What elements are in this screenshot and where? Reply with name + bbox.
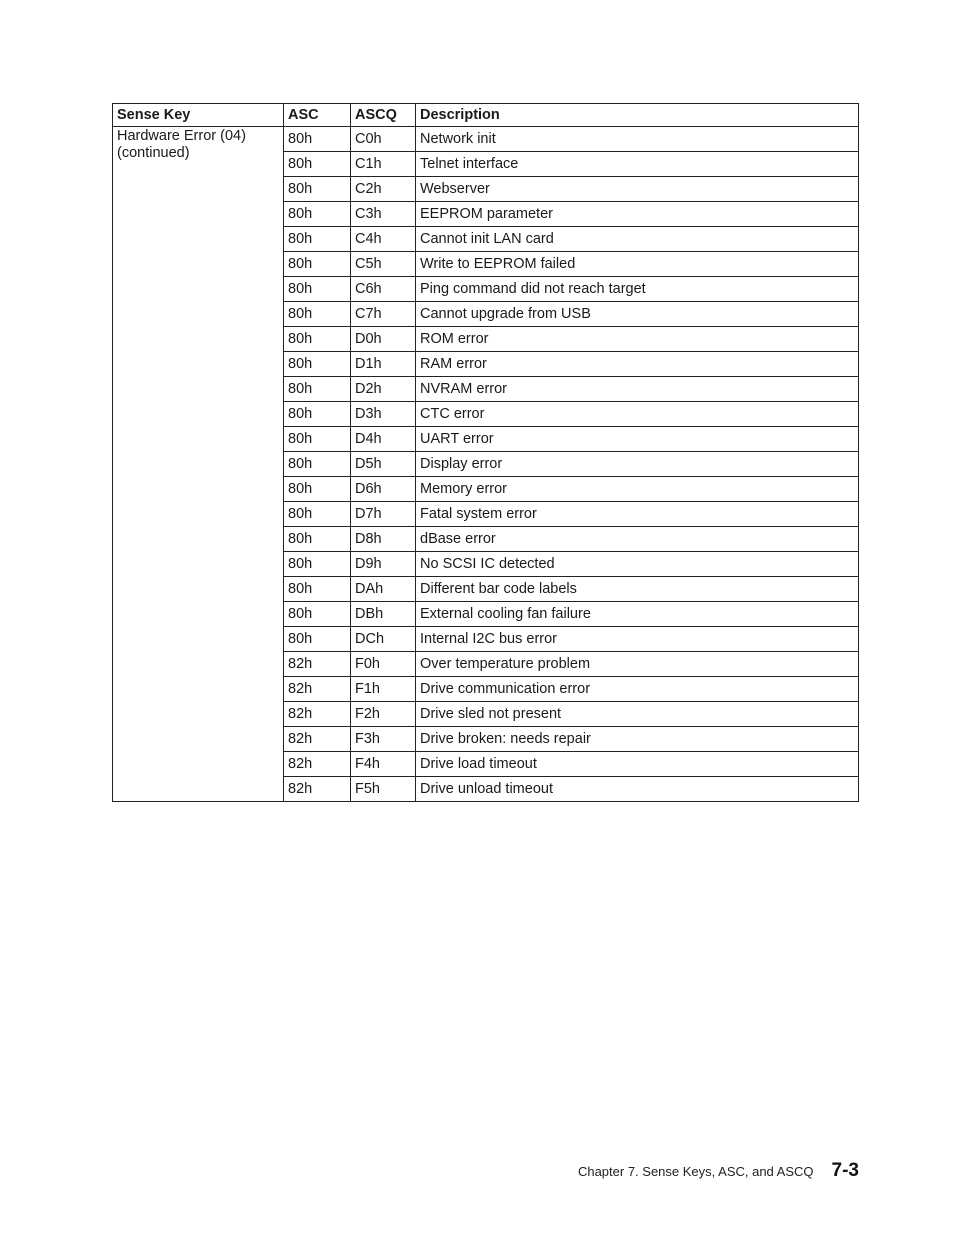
ascq-cell: D4h	[351, 427, 416, 452]
ascq-cell: D6h	[351, 477, 416, 502]
description-cell: Over temperature problem	[416, 652, 859, 677]
ascq-cell: C3h	[351, 202, 416, 227]
asc-cell: 80h	[284, 277, 351, 302]
asc-cell: 82h	[284, 652, 351, 677]
description-cell: Different bar code labels	[416, 577, 859, 602]
description-cell: RAM error	[416, 352, 859, 377]
description-cell: Display error	[416, 452, 859, 477]
ascq-cell: D7h	[351, 502, 416, 527]
ascq-cell: F4h	[351, 752, 416, 777]
ascq-cell: C7h	[351, 302, 416, 327]
table-row	[113, 127, 859, 152]
asc-cell: 80h	[284, 252, 351, 277]
ascq-cell: F1h	[351, 677, 416, 702]
asc-cell: 80h	[284, 527, 351, 552]
asc-cell: 80h	[284, 552, 351, 577]
ascq-cell: C0h	[351, 127, 416, 152]
header-sense-key: Sense Key	[113, 104, 284, 127]
header-description: Description	[416, 104, 859, 127]
asc-cell: 82h	[284, 777, 351, 802]
ascq-cell: DAh	[351, 577, 416, 602]
table-body	[113, 127, 859, 802]
table-header-row	[113, 104, 859, 127]
asc-cell: 82h	[284, 727, 351, 752]
description-cell: Telnet interface	[416, 152, 859, 177]
ascq-cell: D1h	[351, 352, 416, 377]
asc-cell: 80h	[284, 177, 351, 202]
ascq-cell: D2h	[351, 377, 416, 402]
description-cell: Write to EEPROM failed	[416, 252, 859, 277]
ascq-cell: C2h	[351, 177, 416, 202]
description-cell: Memory error	[416, 477, 859, 502]
description-cell: Network init	[416, 127, 859, 152]
asc-cell: 82h	[284, 752, 351, 777]
asc-cell: 80h	[284, 627, 351, 652]
asc-cell: 80h	[284, 202, 351, 227]
asc-cell: 80h	[284, 427, 351, 452]
asc-cell: 80h	[284, 452, 351, 477]
description-cell: Internal I2C bus error	[416, 627, 859, 652]
asc-cell: 80h	[284, 352, 351, 377]
asc-cell: 80h	[284, 127, 351, 152]
description-cell: ROM error	[416, 327, 859, 352]
description-cell: Fatal system error	[416, 502, 859, 527]
ascq-cell: D0h	[351, 327, 416, 352]
ascq-cell: C6h	[351, 277, 416, 302]
description-cell: No SCSI IC detected	[416, 552, 859, 577]
description-cell: NVRAM error	[416, 377, 859, 402]
ascq-cell: D3h	[351, 402, 416, 427]
description-cell: Cannot upgrade from USB	[416, 302, 859, 327]
asc-cell: 80h	[284, 402, 351, 427]
ascq-cell: F2h	[351, 702, 416, 727]
description-cell: Ping command did not reach target	[416, 277, 859, 302]
description-cell: UART error	[416, 427, 859, 452]
page-footer	[578, 1160, 859, 1182]
description-cell: Drive broken: needs repair	[416, 727, 859, 752]
description-cell: dBase error	[416, 527, 859, 552]
asc-cell: 80h	[284, 302, 351, 327]
asc-cell: 82h	[284, 702, 351, 727]
footer-chapter-title: Chapter 7. Sense Keys, ASC, and ASCQ	[577, 1164, 814, 1179]
asc-cell: 82h	[284, 677, 351, 702]
ascq-cell: F5h	[351, 777, 416, 802]
description-cell: Drive sled not present	[416, 702, 859, 727]
description-cell: Drive load timeout	[416, 752, 859, 777]
ascq-cell: F3h	[351, 727, 416, 752]
description-cell: Webserver	[416, 177, 859, 202]
description-cell: Drive unload timeout	[416, 777, 859, 802]
header-ascq: ASCQ	[351, 104, 416, 127]
ascq-cell: C1h	[351, 152, 416, 177]
asc-cell: 80h	[284, 577, 351, 602]
ascq-cell: D9h	[351, 552, 416, 577]
ascq-cell: DCh	[351, 627, 416, 652]
ascq-cell: DBh	[351, 602, 416, 627]
asc-cell: 80h	[284, 152, 351, 177]
description-cell: CTC error	[416, 402, 859, 427]
ascq-cell: C4h	[351, 227, 416, 252]
sense-code-table	[112, 103, 859, 802]
description-cell: External cooling fan failure	[416, 602, 859, 627]
ascq-cell: C5h	[351, 252, 416, 277]
description-cell: Cannot init LAN card	[416, 227, 859, 252]
asc-cell: 80h	[284, 477, 351, 502]
asc-cell: 80h	[284, 377, 351, 402]
ascq-cell: F0h	[351, 652, 416, 677]
asc-cell: 80h	[284, 602, 351, 627]
asc-cell: 80h	[284, 327, 351, 352]
header-asc: ASC	[284, 104, 351, 127]
ascq-cell: D8h	[351, 527, 416, 552]
ascq-cell: D5h	[351, 452, 416, 477]
sense-key-cell: Hardware Error (04) (continued)	[113, 127, 284, 802]
description-cell: EEPROM parameter	[416, 202, 859, 227]
asc-cell: 80h	[284, 502, 351, 527]
asc-cell: 80h	[284, 227, 351, 252]
description-cell: Drive communication error	[416, 677, 859, 702]
footer-page-number: 7-3	[831, 1160, 859, 1181]
